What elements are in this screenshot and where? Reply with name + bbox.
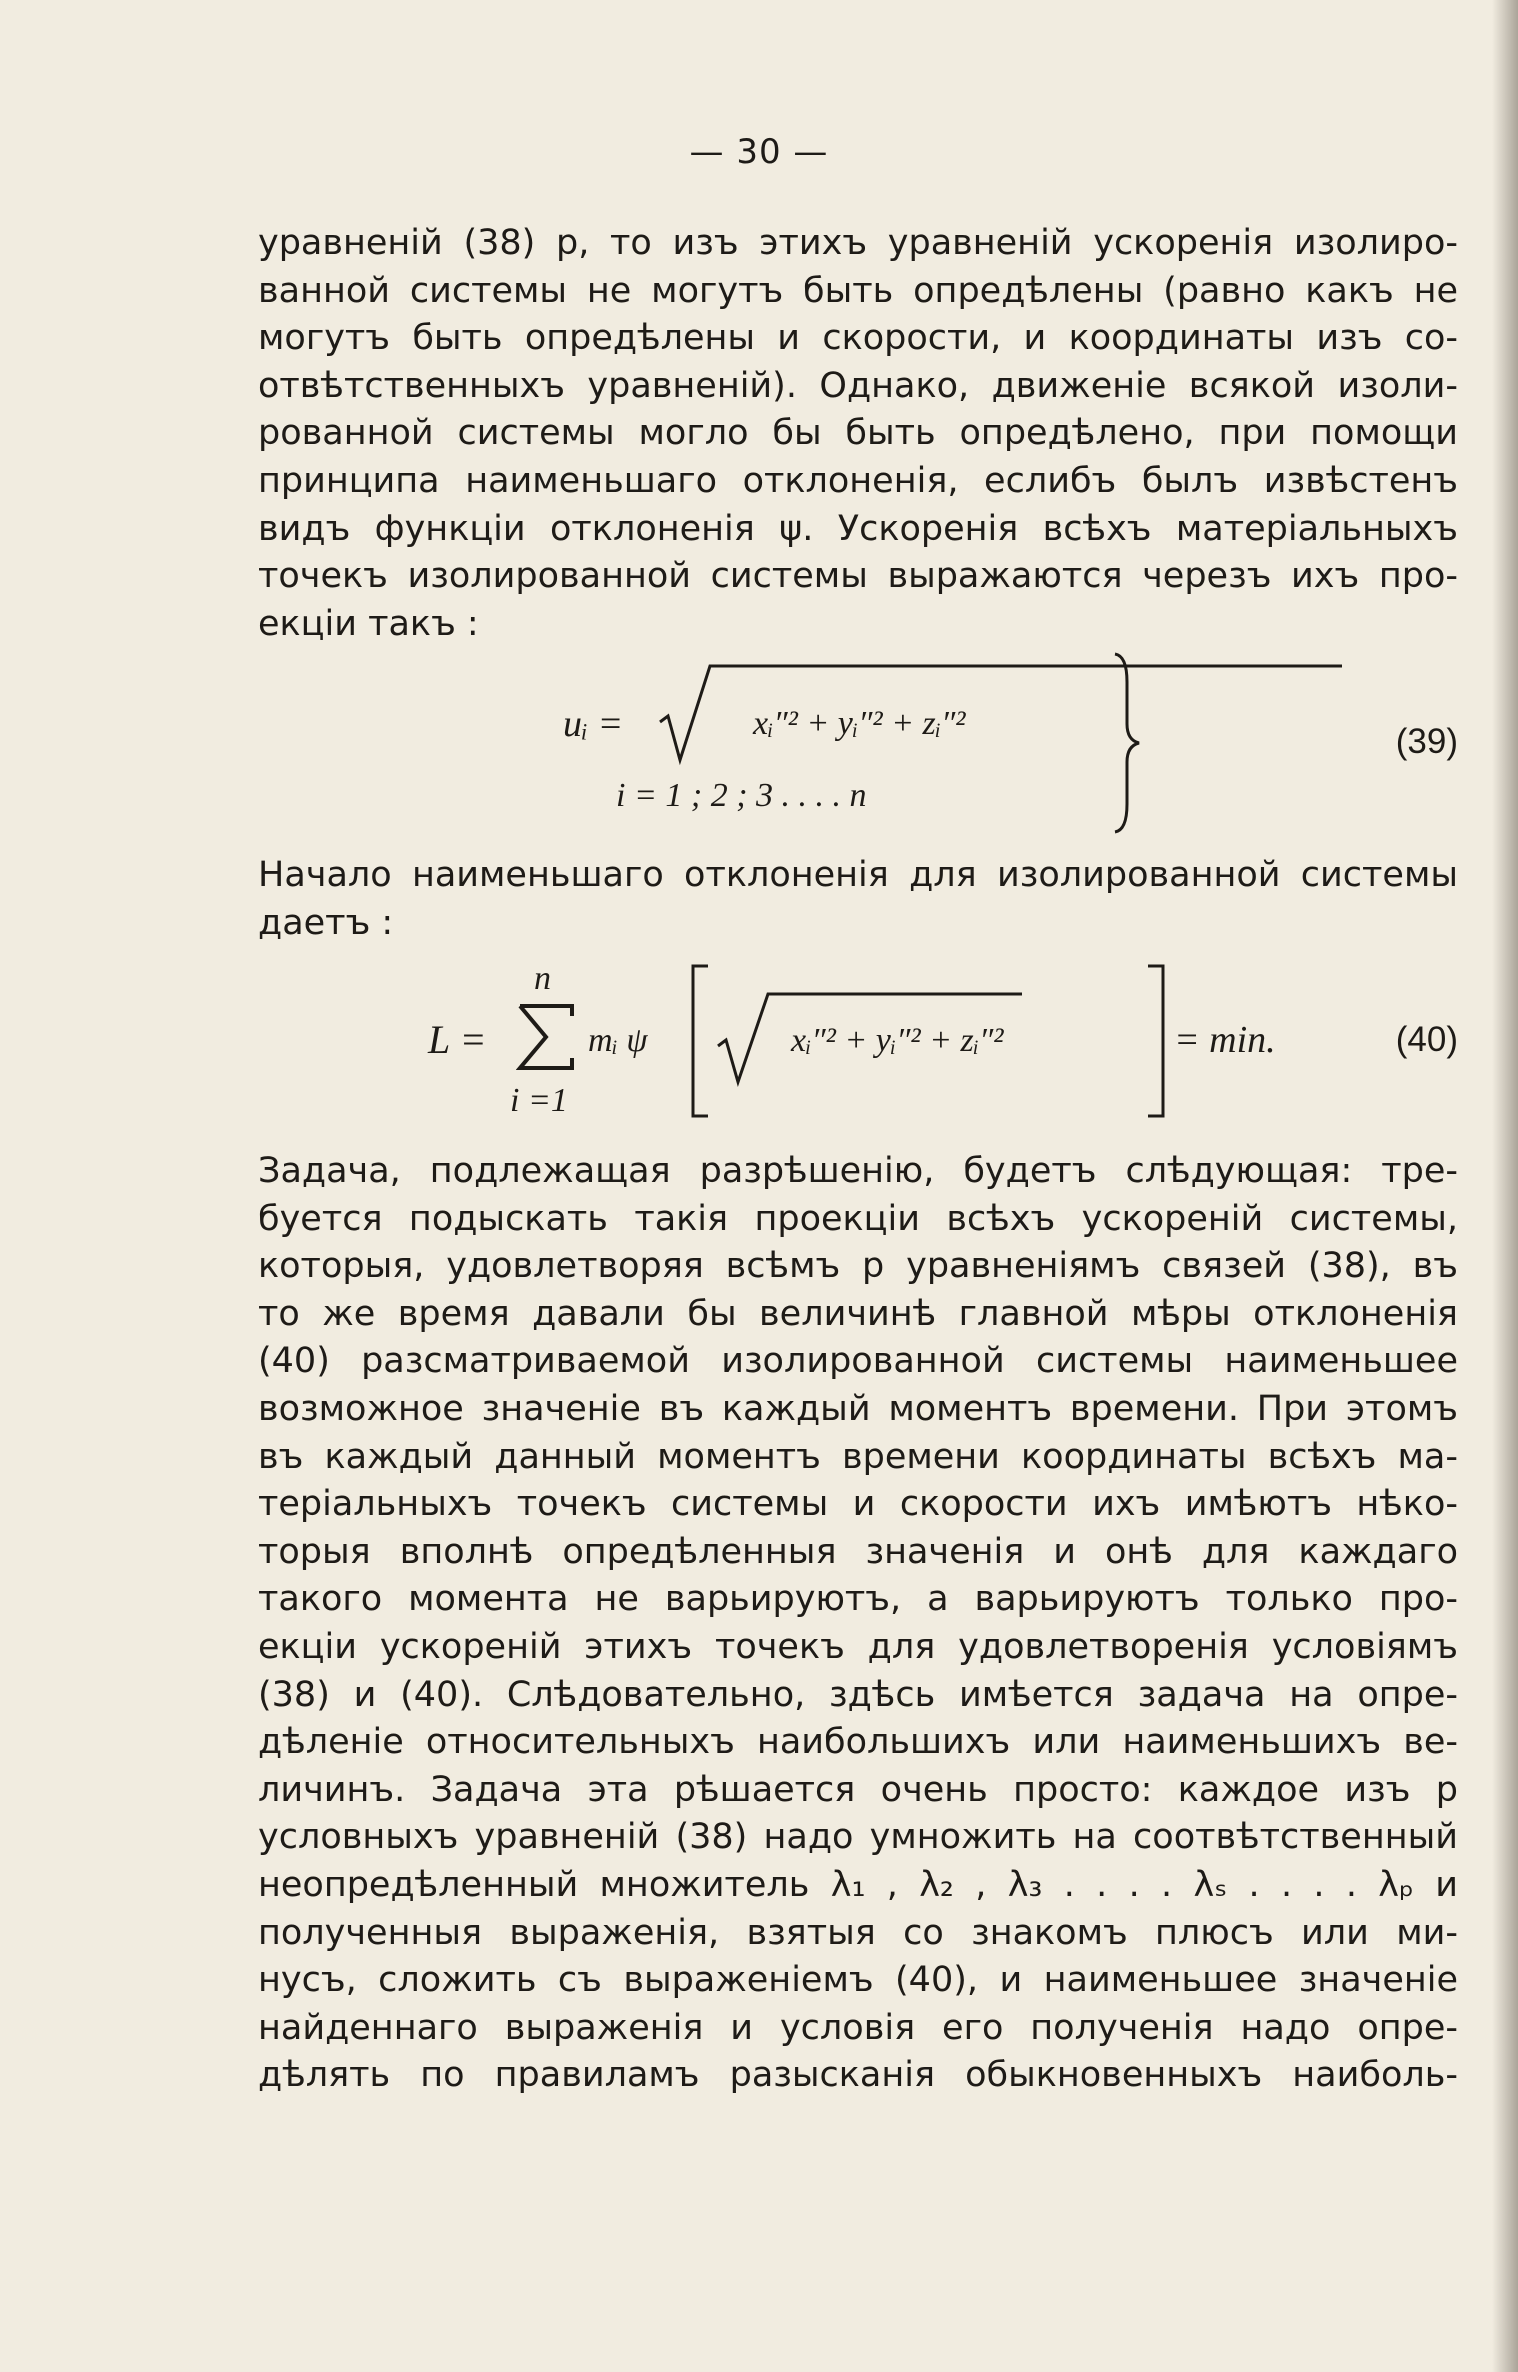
text-line: могутъ быть опредѣлены и скорости, и координаты изъ со- bbox=[258, 318, 1458, 359]
text-line: даетъ : bbox=[258, 902, 394, 943]
text-line: Задача, подлежащая разрѣшенію, будетъ слѣдующая: тре- bbox=[258, 1151, 1458, 1191]
equation-40 bbox=[258, 958, 1458, 1128]
text-line: екціи ускореній этихъ точекъ для удовлетворенія условіямъ bbox=[258, 1626, 1458, 1667]
right-bracket bbox=[1146, 964, 1166, 1118]
eq39-number: (39) bbox=[1395, 722, 1458, 761]
text-line: торыя вполнѣ опредѣленныя значенія и онѣ для каждаго bbox=[258, 1531, 1458, 1572]
text-line: Начало наименьшаго отклоненія для изолированной системы bbox=[258, 855, 1458, 895]
eq40-sum-lower: i =1 bbox=[510, 1082, 568, 1119]
eq40-lhs: L = bbox=[428, 1017, 487, 1062]
text-line: личинъ. Задача эта рѣшается очень просто: каждое изъ p bbox=[258, 1769, 1458, 1810]
text-line: возможное значеніе въ каждый моментъ времени. При этомъ bbox=[258, 1388, 1458, 1429]
eq40-factor: mᵢ ψ bbox=[588, 1022, 648, 1059]
text-line: точекъ изолированной системы выражаются черезъ ихъ про- bbox=[258, 556, 1458, 597]
text-line: дѣлять по правиламъ разысканія обыкновенныхъ наиболь- bbox=[258, 2055, 1458, 2096]
right-brace bbox=[1111, 652, 1141, 834]
page-edge-shadow bbox=[1492, 0, 1518, 2372]
eq40-radicand: xᵢ″² + yᵢ″² + zᵢ″² bbox=[791, 1022, 1004, 1059]
text-line: условныхъ уравненій (38) надо умножить на соотвѣтственный bbox=[258, 1817, 1458, 1858]
equation-39 bbox=[258, 650, 1458, 840]
text-line: неопредѣленный множитель λ₁ , λ₂ , λ₃ . . . . λₛ . . . . λₚ и bbox=[258, 1864, 1458, 1905]
text-line: которыя, удовлетворяя всѣмъ p уравненіямъ связей (38), въ bbox=[258, 1246, 1458, 1287]
text-line: буется подыскать такія проекціи всѣхъ ускореній системы, bbox=[258, 1198, 1458, 1239]
text-line: видъ функціи отклоненія ψ. Ускоренія всѣхъ матеріальныхъ bbox=[258, 508, 1458, 549]
text-line: то же время давали бы величинѣ главной мѣры отклоненія bbox=[258, 1293, 1458, 1334]
text-line: екціи такъ : bbox=[258, 603, 479, 644]
text-line: въ каждый данный моментъ времени координаты всѣхъ ма- bbox=[258, 1436, 1458, 1477]
eq40-number: (40) bbox=[1395, 1020, 1458, 1059]
text-line: отвѣтственныхъ уравненій). Однако, движеніе всякой изоли- bbox=[258, 365, 1458, 406]
page-number: — 30 — bbox=[689, 132, 829, 172]
text-line: полученныя выраженія, взятыя со знакомъ плюсъ или ми- bbox=[258, 1912, 1458, 1953]
text-line: уравненій (38) p, то изъ этихъ уравненій ускоренія изолиро- bbox=[258, 223, 1458, 263]
paragraph-3 bbox=[258, 1148, 1458, 2100]
text-line: принципа наименьшаго отклоненія, еслибъ былъ извѣстенъ bbox=[258, 460, 1458, 501]
text-line: теріальныхъ точекъ системы и скорости ихъ имѣютъ нѣко- bbox=[258, 1484, 1458, 1525]
text-line: такого момента не варьируютъ, а варьируютъ только про- bbox=[258, 1579, 1458, 1620]
eq40-rhs: = min. bbox=[1174, 1019, 1276, 1061]
text-line: (40) разсматриваемой изолированной системы наименьшее bbox=[258, 1341, 1458, 1382]
eq39-index-line: i = 1 ; 2 ; 3 . . . . n bbox=[616, 777, 867, 814]
text-line: найденнаго выраженія и условія его полученія надо опре- bbox=[258, 2007, 1458, 2048]
paragraph-2 bbox=[258, 852, 1458, 947]
text-line: ванной системы не могутъ быть опредѣлены (равно какъ не bbox=[258, 270, 1458, 311]
paragraph-1 bbox=[258, 220, 1458, 648]
text-line: нусъ, сложить съ выраженіемъ (40), и наименьшее значеніе bbox=[258, 1960, 1458, 2001]
text-line: (38) и (40). Слѣдовательно, здѣсь имѣется задача на опре- bbox=[258, 1674, 1458, 1715]
eq39-lhs: uᵢ = bbox=[563, 703, 624, 745]
text-line: рованной системы могло бы быть опредѣлено, при помощи bbox=[258, 413, 1458, 454]
eq39-radicand: xᵢ″² + yᵢ″² + zᵢ″² bbox=[753, 705, 966, 742]
left-bracket bbox=[690, 964, 710, 1118]
eq40-sum-upper: n bbox=[534, 960, 551, 997]
summation-sign bbox=[516, 1004, 576, 1070]
text-line: дѣленіе относительныхъ наибольшихъ или наименьшихъ ве- bbox=[258, 1722, 1458, 1763]
